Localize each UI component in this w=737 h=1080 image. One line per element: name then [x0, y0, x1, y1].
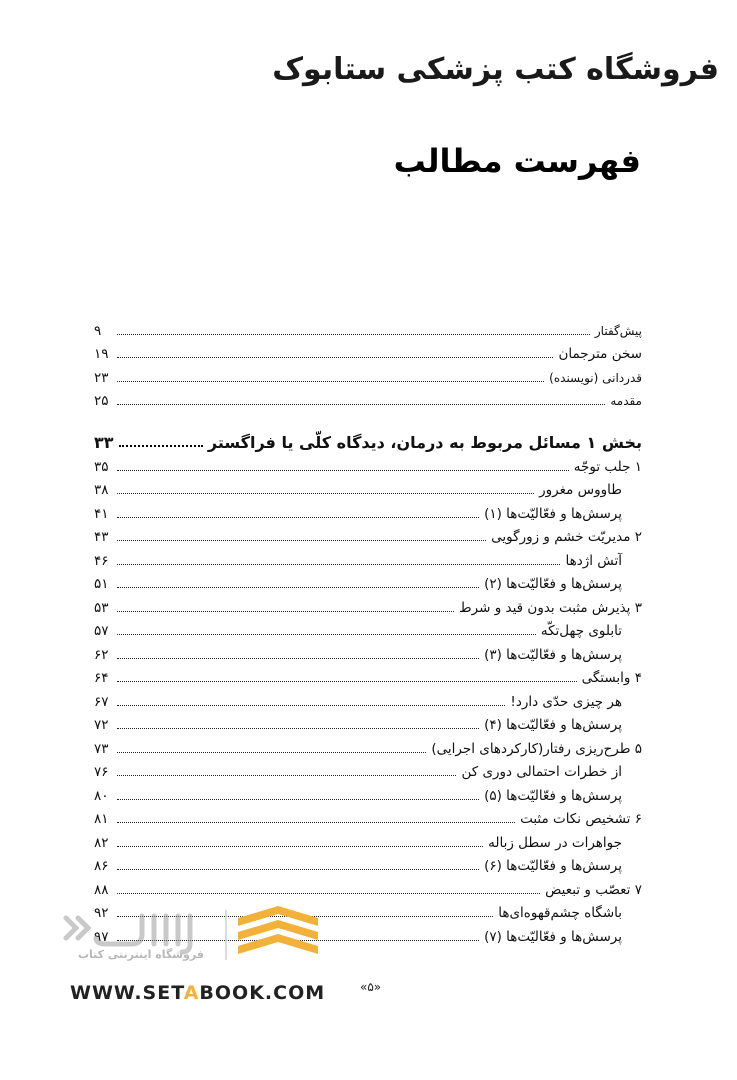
toc-row-chapter[interactable]	[94, 593, 642, 617]
toc-page-number: ۴۶	[94, 552, 109, 569]
dot-leader	[119, 445, 203, 447]
toc-entry-title: هر چیزی حدّی دارد!	[510, 693, 622, 710]
dot-leader	[117, 846, 483, 847]
store-header: فروشگاه کتب پزشکی ستابوک	[272, 52, 719, 87]
toc-entry-title: ۴ وابستگی	[581, 670, 642, 686]
toc-entry-title: پرسش‌ها و فعّالیّت‌ها (۳)	[484, 646, 622, 663]
toc-row-chapter[interactable]	[94, 523, 642, 547]
dot-leader	[117, 681, 577, 682]
toc-row-section[interactable]	[94, 828, 642, 852]
toc-entry-title: پرسش‌ها و فعّالیّت‌ها (۱)	[484, 505, 622, 522]
dot-leader	[117, 381, 544, 382]
toc-entry-title: مقدمه	[610, 394, 642, 408]
dot-leader	[117, 869, 479, 870]
toc-page-number: ۲۵	[94, 393, 109, 409]
toc-entry-title: ۷ تعصّب و تبعیض	[545, 881, 642, 898]
toc-page-number: ۷۶	[94, 764, 109, 780]
toc-entry-title: پرسش‌ها و فعّالیّت‌ها (۷)	[484, 928, 622, 945]
toc-row-translators[interactable]	[94, 340, 642, 364]
logo-url[interactable]	[70, 982, 325, 1004]
toc-entry-title: پرسش‌ها و فعّالیّت‌ها (۲)	[484, 576, 622, 592]
toc-entry-title: پرسش‌ها و فعّالیّت‌ها (۴)	[484, 717, 622, 733]
toc-row-section[interactable]	[94, 617, 642, 641]
logo-subtitle: فروشگاه اینترنتی کتاب	[78, 948, 204, 961]
toc-page-number: ۵۱	[94, 576, 109, 592]
dot-leader	[117, 705, 505, 706]
toc-entry-title: تابلوی چهل‌تکّه	[540, 623, 622, 639]
toc-row-section[interactable]	[94, 711, 642, 735]
dot-leader	[117, 634, 536, 635]
dot-leader	[117, 752, 426, 753]
toc-row-chapter[interactable]	[94, 805, 642, 829]
toc-page-number: ۸۲	[94, 834, 109, 851]
table-of-contents	[94, 316, 642, 946]
toc-page-number: ۶۲	[94, 646, 109, 663]
toc-row-section[interactable]	[94, 781, 642, 805]
toc-row-section[interactable]	[94, 640, 642, 664]
toc-row-section[interactable]	[94, 687, 642, 711]
toc-entry-title: ۳ پذیرش مثبت بدون قید و شرط	[459, 599, 642, 616]
toc-page-number: ۶۷	[94, 693, 109, 710]
toc-page-number: ۳۳	[94, 433, 114, 452]
toc-page-number: ۸۰	[94, 787, 109, 804]
toc-page-number: ۳۵	[94, 458, 109, 475]
toc-page-number: ۶۴	[94, 670, 109, 686]
toc-row-chapter[interactable]	[94, 734, 642, 758]
dot-leader	[117, 822, 515, 823]
toc-row-section[interactable]	[94, 570, 642, 594]
dot-leader	[117, 728, 479, 729]
toc-page-number: ۸۱	[94, 811, 109, 827]
page-number: «۵»	[360, 980, 382, 994]
toc-page-number: ۹	[94, 322, 102, 339]
dot-leader	[117, 564, 560, 565]
toc-entry-title: از خطرات احتمالی دوری کن	[461, 764, 622, 780]
toc-page-number: ۴۱	[94, 505, 109, 522]
toc-page-number: ۵۳	[94, 599, 109, 616]
dot-leader	[117, 893, 540, 894]
toc-entry-title: طاووس مغرور	[539, 482, 622, 498]
toc-entry-title: قدردانی (نویسنده)	[549, 370, 642, 385]
dot-leader	[117, 517, 479, 518]
logo-url-suffix: BOOK.COM	[199, 982, 326, 1004]
toc-entry-title: پیش‌گفتار	[594, 323, 642, 338]
dot-leader	[117, 540, 486, 541]
dot-leader	[117, 470, 569, 471]
toc-page-number: ۷۲	[94, 717, 109, 733]
toc-page-number: ۷۳	[94, 740, 109, 757]
dot-leader	[117, 493, 534, 494]
toc-page-number: ۲۳	[94, 369, 109, 386]
dot-leader	[117, 799, 479, 800]
toc-entry-title: ۱ جلب توجّه	[573, 458, 642, 475]
toc-entry-title: ۵ طرح‌ریزی رفتار(کارکردهای اجرایی)	[431, 740, 642, 757]
toc-entry-title: باشگاه چشم‌قهوه‌ای‌ها	[498, 905, 622, 921]
dot-leader	[117, 611, 454, 612]
toc-row-acknowledgements[interactable]	[94, 363, 642, 387]
toc-row-part-1[interactable]	[94, 422, 642, 452]
dot-leader	[117, 334, 590, 335]
toc-entry-title: جواهرات در سطل زباله	[488, 834, 622, 851]
toc-entry-title: ۲ مدیریّت خشم و زورگویی	[491, 529, 642, 545]
toc-entry-title: پرسش‌ها و فعّالیّت‌ها (۵)	[484, 787, 622, 804]
toc-row-chapter[interactable]	[94, 452, 642, 476]
dot-leader	[117, 658, 479, 659]
toc-page-number: ۸۶	[94, 858, 109, 874]
toc-row-section[interactable]	[94, 476, 642, 500]
toc-page-number: ۸۸	[94, 881, 109, 898]
toc-row-chapter[interactable]	[94, 664, 642, 688]
toc-entry-title: ۶ تشخیص نکات مثبت	[520, 811, 642, 827]
toc-page-number: ۹۲	[94, 905, 109, 921]
toc-page-number: ۵۷	[94, 623, 109, 639]
toc-row-introduction[interactable]	[94, 387, 642, 411]
toc-title: فهرست مطالب	[393, 142, 641, 180]
toc-row-chapter[interactable]	[94, 875, 642, 899]
toc-page-number: ۳۸	[94, 482, 109, 498]
toc-row-section[interactable]	[94, 546, 642, 570]
toc-row-preface[interactable]	[94, 316, 642, 340]
logo-url-accent: A	[183, 982, 200, 1004]
toc-row-section[interactable]	[94, 852, 642, 876]
dot-leader	[117, 404, 605, 405]
toc-entry-title: آتش اژدها	[565, 552, 622, 569]
toc-row-section[interactable]	[94, 499, 642, 523]
logo-url-prefix: WWW.SET	[70, 982, 184, 1004]
toc-page-number: ۹۷	[94, 928, 109, 945]
toc-entry-title: سخن مترجمان	[558, 346, 642, 362]
toc-row-section[interactable]	[94, 758, 642, 782]
dot-leader	[117, 357, 553, 358]
dot-leader	[117, 775, 456, 776]
toc-page-number: ۱۹	[94, 346, 109, 362]
toc-page-number: ۴۳	[94, 529, 109, 545]
dot-leader	[117, 587, 479, 588]
toc-part-title: بخش ۱ مسائل مربوط به درمان، دیدگاه کلّی یا فراگستر	[207, 433, 642, 452]
toc-entry-title: پرسش‌ها و فعّالیّت‌ها (۶)	[484, 858, 622, 874]
